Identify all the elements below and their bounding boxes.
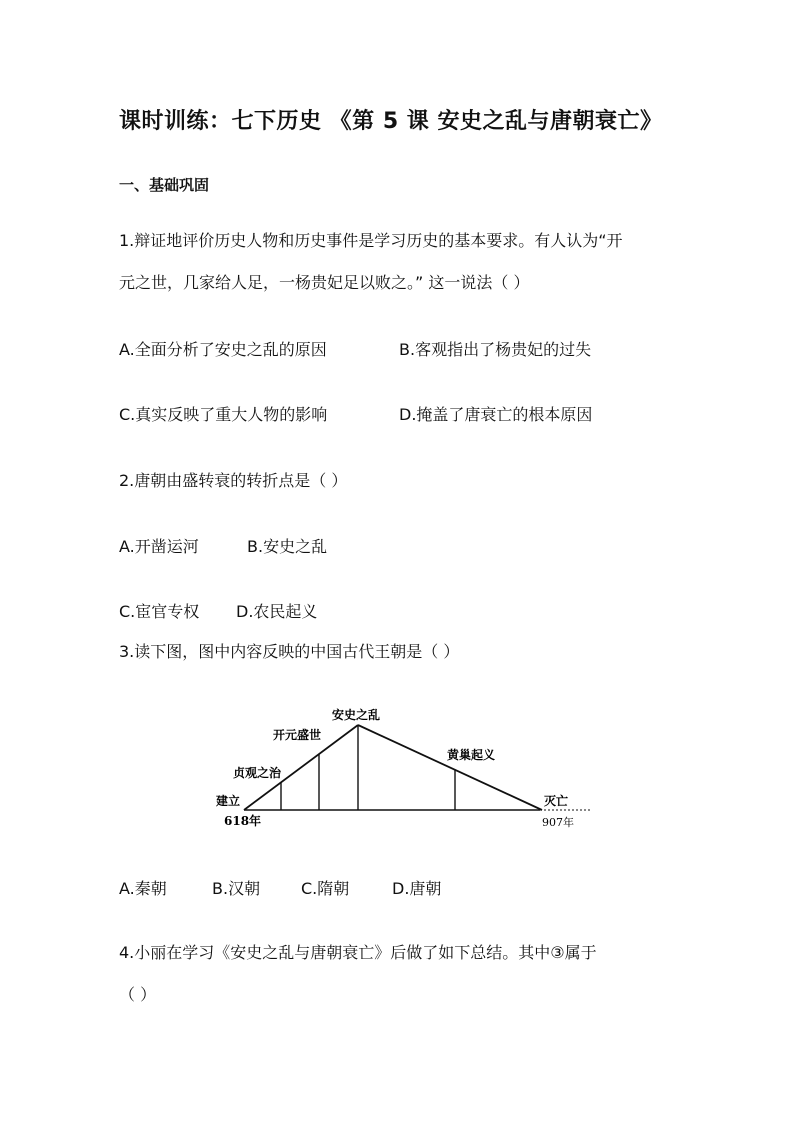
label-start-year: 618年 xyxy=(224,814,262,828)
question-4-line-2: （ ） xyxy=(119,985,157,1004)
label-anshi: 安史之乱 xyxy=(332,708,381,722)
question-1-option-a: A.全面分析了安史之乱的原因 xyxy=(119,340,327,359)
question-2-option-c: C.宦官专权 xyxy=(119,602,200,621)
section-heading: 一、基础巩固 xyxy=(119,176,210,194)
tang-dynasty-diagram xyxy=(200,700,610,835)
question-2-stem: 2.唐朝由盛转衰的转折点是（ ） xyxy=(119,471,348,490)
question-3-option-d: D.唐朝 xyxy=(392,879,442,898)
question-1-option-d: D.掩盖了唐衰亡的根本原因 xyxy=(399,405,593,424)
question-4-line-1: 4.小丽在学习《安史之乱与唐朝衰亡》后做了如下总结。其中③属于 xyxy=(119,943,597,962)
label-huangchao: 黄巢起义 xyxy=(447,748,496,762)
question-1-option-b: B.客观指出了杨贵妃的过失 xyxy=(399,340,592,359)
question-3-option-a: A.秦朝 xyxy=(119,879,167,898)
decline-line xyxy=(358,725,542,810)
question-1-line-1: 1.辩证地评价历史人物和历史事件是学习历史的基本要求。有人认为“开 xyxy=(119,231,623,250)
question-3-option-b: B.汉朝 xyxy=(212,879,261,898)
label-zhenguan: 贞观之治 xyxy=(233,766,282,780)
question-1-option-c: C.真实反映了重大人物的影响 xyxy=(119,405,328,424)
question-3-stem: 3.读下图，图中内容反映的中国古代王朝是（ ） xyxy=(119,642,460,661)
question-1-line-2: 元之世，几家给人足，一杨贵妃足以败之。” 这一说法（ ） xyxy=(119,273,530,292)
label-kaiyuan: 开元盛世 xyxy=(273,728,322,742)
question-2-option-d: D.农民起义 xyxy=(236,602,318,621)
page-title: 课时训练：七下历史 《第 5 课 安史之乱与唐朝衰亡》 xyxy=(119,109,663,134)
question-2-option-a: A.开凿运河 xyxy=(119,537,199,556)
question-3-option-c: C.隋朝 xyxy=(301,879,350,898)
question-2-option-b: B.安史之乱 xyxy=(247,537,328,556)
label-founding: 建立 xyxy=(216,794,241,808)
label-end-year: 907年 xyxy=(542,816,574,829)
label-fall: 灭亡 xyxy=(544,794,569,808)
